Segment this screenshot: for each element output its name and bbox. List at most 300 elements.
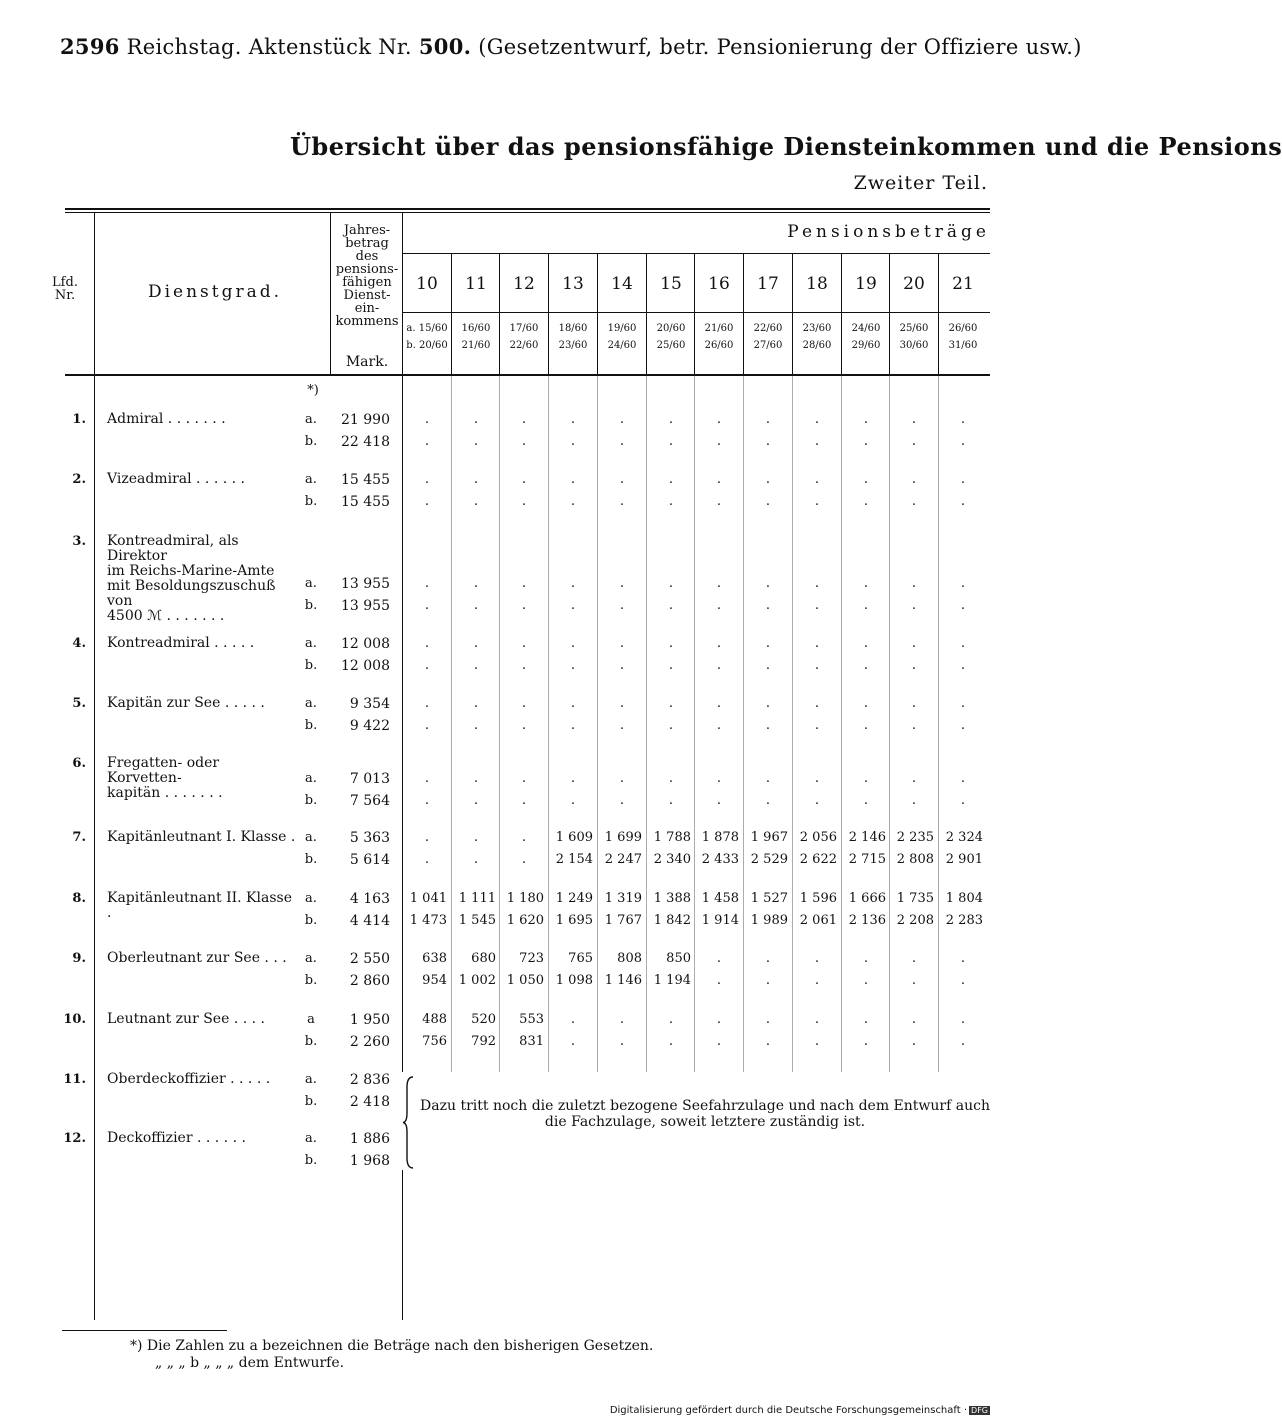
pension-value: 2 208 [896, 913, 934, 928]
column-rule [451, 254, 452, 376]
pension-value: . [814, 636, 820, 651]
pension-value: 1 596 [799, 891, 837, 906]
pension-value: . [424, 852, 430, 867]
pension-column-number: 12 [513, 274, 535, 294]
pension-value: . [960, 771, 966, 786]
pension-value: . [716, 576, 722, 591]
pension-value: . [473, 793, 479, 808]
rank-name-line: Kapitänleutnant I. Klasse . [107, 829, 296, 845]
column-rule [646, 254, 647, 376]
pension-value: . [716, 1012, 722, 1027]
pension-value: . [911, 636, 917, 651]
pension-value: . [668, 494, 674, 509]
row-number: 6. [72, 756, 86, 771]
row-number: 1. [72, 412, 86, 427]
pension-value: . [521, 472, 527, 487]
pension-value: . [619, 718, 625, 733]
pension-value: 1 989 [750, 913, 788, 928]
income-value: 2 860 [349, 973, 390, 989]
pension-value: . [473, 771, 479, 786]
digitization-credit [610, 1405, 990, 1416]
rank-name-line: Vizeadmiral . . . . . . [107, 471, 245, 487]
pension-value: . [863, 793, 869, 808]
pension-column-fraction [695, 320, 743, 354]
income-value: 4 163 [349, 891, 390, 907]
pension-value: 638 [422, 951, 447, 966]
fraction-a: 20/60 [656, 323, 686, 334]
pension-value: 2 324 [945, 830, 983, 845]
pension-value: . [765, 718, 771, 733]
pension-value: 2 061 [799, 913, 837, 928]
fraction-b: 23/60 [558, 340, 588, 351]
pension-value: . [814, 576, 820, 591]
pension-value: . [765, 576, 771, 591]
pension-value: . [619, 1012, 625, 1027]
pension-value: . [814, 658, 820, 673]
pension-value: . [716, 1034, 722, 1049]
pension-value: . [424, 598, 430, 613]
fraction-a: 21/60 [704, 323, 734, 334]
pension-value: 2 235 [896, 830, 934, 845]
variant-label: b. [304, 658, 318, 673]
pension-value: . [765, 771, 771, 786]
pension-value: . [668, 718, 674, 733]
pension-value: . [424, 771, 430, 786]
credit-text: Digitalisierung gefördert durch die Deutsche Forschungsgemeinschaft · [609, 1405, 968, 1416]
fraction-a: 17/60 [509, 323, 539, 334]
pension-value: . [765, 793, 771, 808]
pension-value: 723 [519, 951, 544, 966]
pension-value: . [863, 718, 869, 733]
pension-value: . [424, 830, 430, 845]
pension-value: 792 [471, 1034, 496, 1049]
pension-value: . [911, 1012, 917, 1027]
income-header-line: fähigen [342, 275, 392, 290]
variant-label: a. [305, 891, 317, 906]
page-number: 2596 [60, 34, 120, 59]
variant-label: a. [305, 696, 317, 711]
pension-value: 954 [422, 973, 447, 988]
dfg-logo: DFG [971, 1406, 988, 1415]
row-number: 4. [72, 636, 86, 651]
pension-value: 1 050 [506, 973, 544, 988]
income-value: 9 354 [349, 696, 390, 712]
pension-value: . [911, 718, 917, 733]
pension-column-fraction [647, 320, 695, 354]
row-number: 10. [63, 1012, 86, 1027]
pension-value: . [521, 576, 527, 591]
pension-value: . [668, 771, 674, 786]
pension-column-number: 17 [757, 274, 779, 294]
pension-value: 756 [422, 1034, 447, 1049]
income-value: 1 950 [349, 1012, 390, 1028]
pension-value: . [570, 718, 576, 733]
income-value: 15 455 [341, 472, 390, 488]
pension-value: . [814, 771, 820, 786]
pension-value: . [911, 951, 917, 966]
variant-label: a. [305, 1072, 317, 1087]
pension-value: 1 098 [555, 973, 593, 988]
pension-value: . [668, 576, 674, 591]
pension-value: . [473, 472, 479, 487]
income-header-line: des [355, 249, 379, 264]
rank-name [107, 412, 297, 427]
pension-value: . [424, 472, 430, 487]
column-rule [499, 254, 500, 376]
income-value: 21 990 [341, 412, 390, 428]
fraction-a: 22/60 [753, 323, 783, 334]
pension-value: . [570, 793, 576, 808]
pension-value: . [716, 771, 722, 786]
fraction-b: 21/60 [461, 340, 491, 351]
pension-value: . [570, 598, 576, 613]
income-header-line: kommens [335, 314, 399, 329]
pension-value: 1 146 [604, 973, 642, 988]
rank-name-line: kapitän . . . . . . . [107, 785, 223, 801]
pension-value: . [863, 1034, 869, 1049]
pension-value: . [814, 598, 820, 613]
pension-value: . [765, 412, 771, 427]
pension-value: . [765, 472, 771, 487]
pension-value: . [911, 598, 917, 613]
income-value: 13 955 [341, 576, 390, 592]
pension-value: . [473, 718, 479, 733]
pension-value: 2 340 [653, 852, 691, 867]
pension-value: . [765, 598, 771, 613]
pension-column-number: 11 [465, 274, 487, 294]
rank-name-line: 4500 ℳ . . . . . . . [107, 608, 225, 624]
pension-value: 1 842 [653, 913, 691, 928]
pension-value: 2 136 [848, 913, 886, 928]
pension-value: 1 194 [653, 973, 691, 988]
pension-value: . [814, 973, 820, 988]
pension-value: 2 056 [799, 830, 837, 845]
income-value: 22 418 [341, 434, 390, 450]
rank-name-line: Fregatten- oder Korvetten- [107, 755, 220, 786]
pension-value: . [424, 718, 430, 733]
allowance-note: Dazu tritt noch die zuletzt bezogene Seefahrzulage und nach dem Entwurf auch die Fachzulage, soweit letztere zuständig ist. [420, 1098, 990, 1130]
rank-name [107, 1012, 297, 1027]
pension-value: 1 473 [409, 913, 447, 928]
pension-value: . [863, 973, 869, 988]
variant-label: a. [305, 636, 317, 651]
fraction-b: 26/60 [704, 340, 734, 351]
brace-icon [403, 1075, 419, 1170]
pension-column-fraction [793, 320, 841, 354]
fraction-a: 23/60 [802, 323, 832, 334]
pension-value: 1 111 [458, 891, 496, 906]
pension-value: 1 735 [896, 891, 934, 906]
income-value: 5 363 [349, 830, 390, 846]
pension-value: 2 529 [750, 852, 788, 867]
column-rule [548, 254, 549, 376]
pension-value: . [570, 1012, 576, 1027]
income-value: 12 008 [341, 658, 390, 674]
document-number: 500. [418, 34, 472, 59]
pension-value: . [960, 576, 966, 591]
pension-value: 1 545 [458, 913, 496, 928]
rank-name [107, 830, 297, 845]
pension-value: . [619, 696, 625, 711]
income-value: 2 418 [349, 1094, 390, 1110]
pension-value: . [960, 494, 966, 509]
income-value: 2 836 [349, 1072, 390, 1088]
pension-column-fraction [403, 320, 451, 354]
mark-header: Mark. [345, 354, 389, 370]
pension-column-fraction [890, 320, 938, 354]
row-number: 2. [72, 472, 86, 487]
pension-column-fraction [500, 320, 548, 354]
pension-value: 520 [471, 1012, 496, 1027]
income-value: 9 422 [349, 718, 390, 734]
income-value: 7 564 [349, 793, 390, 809]
pension-value: . [521, 412, 527, 427]
running-head-text: Reichstag. Aktenstück Nr. [126, 35, 412, 59]
pension-value: 808 [617, 951, 642, 966]
pension-value: 1 620 [506, 913, 544, 928]
pension-value: . [473, 576, 479, 591]
pension-value: . [716, 793, 722, 808]
pension-value: 553 [519, 1012, 544, 1027]
pension-value: 831 [519, 1034, 544, 1049]
fraction-b: 29/60 [851, 340, 881, 351]
pension-value: . [814, 793, 820, 808]
variant-label: b. [304, 852, 318, 867]
rank-name [107, 1072, 297, 1087]
pension-value: 1 788 [653, 830, 691, 845]
variant-label: a. [305, 576, 317, 591]
pension-value: 2 901 [945, 852, 983, 867]
pension-value: . [668, 1012, 674, 1027]
pension-value: . [424, 412, 430, 427]
pension-value: . [716, 951, 722, 966]
pension-value: . [668, 696, 674, 711]
pension-value: . [716, 412, 722, 427]
pension-value: 2 154 [555, 852, 593, 867]
fraction-a: 25/60 [899, 323, 929, 334]
pension-value: . [863, 434, 869, 449]
income-value: 15 455 [341, 494, 390, 510]
row-number: 8. [72, 891, 86, 906]
pension-value: . [619, 771, 625, 786]
pension-value: . [814, 1034, 820, 1049]
rank-name-line: Leutnant zur See . . . . [107, 1011, 265, 1027]
pension-value: . [619, 598, 625, 613]
row-number: 7. [72, 830, 86, 845]
pension-value: . [619, 434, 625, 449]
column-rule [889, 254, 890, 376]
pension-value: . [668, 1034, 674, 1049]
row-number: 5. [72, 696, 86, 711]
rank-name [107, 696, 297, 711]
pension-value: . [765, 1012, 771, 1027]
fraction-a: a. 15/60 [406, 323, 448, 334]
pension-value: 765 [568, 951, 593, 966]
pension-value: 1 388 [653, 891, 691, 906]
pension-value: . [521, 636, 527, 651]
pension-value: . [863, 658, 869, 673]
pension-value: . [765, 951, 771, 966]
pension-value: . [570, 1034, 576, 1049]
pension-value: 1 878 [701, 830, 739, 845]
pension-column-number: 18 [806, 274, 828, 294]
pension-column-fraction [744, 320, 792, 354]
pension-value: . [911, 472, 917, 487]
pension-value: 1 666 [848, 891, 886, 906]
pension-value: . [473, 636, 479, 651]
footnote-marker: *) [307, 383, 319, 398]
pension-value: 1 319 [604, 891, 642, 906]
variant-label: a. [305, 830, 317, 845]
fraction-a: 19/60 [607, 323, 637, 334]
pension-value: . [863, 494, 869, 509]
pension-value: . [521, 771, 527, 786]
fraction-a: 24/60 [851, 323, 881, 334]
pension-value: . [765, 696, 771, 711]
row-number: 3. [72, 534, 86, 549]
pension-column-number: 20 [903, 274, 925, 294]
pension-value: . [521, 658, 527, 673]
rank-name-line: Kontreadmiral, als Direktor [107, 533, 239, 564]
pension-value: 1 804 [945, 891, 983, 906]
pension-value: . [765, 658, 771, 673]
pension-value: . [570, 658, 576, 673]
rank-name-line: im Reichs-Marine-Amte [107, 563, 275, 579]
pension-value: . [521, 494, 527, 509]
pension-value: . [814, 1012, 820, 1027]
rank-name-line: Deckoffizier . . . . . . [107, 1130, 246, 1146]
income-value: 13 955 [341, 598, 390, 614]
pension-value: . [619, 636, 625, 651]
pension-column-number: 10 [416, 274, 438, 294]
income-value: 1 968 [349, 1153, 390, 1169]
pension-value: 1 699 [604, 830, 642, 845]
pension-value: . [814, 718, 820, 733]
rank-name-line: Kontreadmiral . . . . . [107, 635, 255, 651]
pension-value: . [424, 434, 430, 449]
pension-value: 488 [422, 1012, 447, 1027]
pension-value: . [960, 696, 966, 711]
fraction-b: 25/60 [656, 340, 686, 351]
pension-value: . [619, 793, 625, 808]
pension-value: . [960, 951, 966, 966]
pension-value: . [570, 494, 576, 509]
pension-value: 2 146 [848, 830, 886, 845]
pension-value: 1 041 [409, 891, 447, 906]
pension-value: . [716, 494, 722, 509]
income-header-line: ein- [354, 301, 380, 316]
fraction-b: 27/60 [753, 340, 783, 351]
pension-column-number: 14 [611, 274, 633, 294]
pension-value: . [716, 472, 722, 487]
pension-value: 2 247 [604, 852, 642, 867]
pension-value: . [960, 412, 966, 427]
fraction-a: 16/60 [461, 323, 491, 334]
footnote-a: *) Die Zahlen zu a bezeichnen die Beträge nach den bisherigen Gesetzen. [130, 1338, 654, 1354]
income-value: 2 260 [349, 1034, 390, 1050]
pension-column-number: 19 [855, 274, 877, 294]
income-header-line: Jahres- [343, 223, 391, 238]
fraction-a: 26/60 [948, 323, 978, 334]
fraction-b: 31/60 [948, 340, 978, 351]
pension-value: . [911, 434, 917, 449]
pension-value: 1 914 [701, 913, 739, 928]
pension-value: 1 767 [604, 913, 642, 928]
pension-value: . [960, 793, 966, 808]
rank-name [107, 636, 297, 651]
pension-value: . [765, 973, 771, 988]
pension-value: . [570, 434, 576, 449]
pension-value: 1 002 [458, 973, 496, 988]
fraction-b: 24/60 [607, 340, 637, 351]
fraction-b: 28/60 [802, 340, 832, 351]
pension-value: . [668, 598, 674, 613]
variant-label: a. [305, 951, 317, 966]
pension-value: . [960, 434, 966, 449]
pension-value: . [424, 494, 430, 509]
pension-value: . [668, 472, 674, 487]
pension-value: . [716, 696, 722, 711]
pension-value: . [521, 696, 527, 711]
pension-value: . [911, 1034, 917, 1049]
pension-value: . [765, 1034, 771, 1049]
pension-value: . [521, 718, 527, 733]
pension-value: . [863, 951, 869, 966]
variant-label: b. [304, 913, 318, 928]
variant-label: a. [305, 1131, 317, 1146]
pension-value: . [716, 658, 722, 673]
variant-label: a. [305, 771, 317, 786]
pension-value: . [473, 598, 479, 613]
pension-value: . [570, 696, 576, 711]
pension-value: . [473, 852, 479, 867]
pension-value: . [960, 1012, 966, 1027]
pension-value: . [863, 472, 869, 487]
pension-value: . [619, 576, 625, 591]
pension-value: 1 695 [555, 913, 593, 928]
pension-value: 850 [666, 951, 691, 966]
variant-label: b. [304, 718, 318, 733]
pension-value: . [424, 696, 430, 711]
rank-name-line: Kapitänleutnant II. Klasse . [107, 890, 292, 921]
pension-value: . [863, 412, 869, 427]
running-head [60, 34, 1082, 59]
pension-value: . [911, 696, 917, 711]
income-value: 12 008 [341, 636, 390, 652]
variant-label: a. [305, 412, 317, 427]
income-header-line: Dienst- [343, 288, 391, 303]
pension-value: . [619, 412, 625, 427]
variant-label: b. [304, 1153, 318, 1168]
pension-value: . [814, 434, 820, 449]
column-rule [841, 254, 842, 376]
pension-column-number: 21 [952, 274, 974, 294]
page-subtitle: Zweiter Teil. [853, 172, 988, 194]
fraction-b: 30/60 [899, 340, 929, 351]
pension-value: . [960, 1034, 966, 1049]
pension-column-fraction [598, 320, 646, 354]
column-rule [792, 254, 793, 376]
pension-value: . [765, 434, 771, 449]
pension-column-number: 15 [660, 274, 682, 294]
pension-value: . [570, 771, 576, 786]
pension-value: 1 458 [701, 891, 739, 906]
pension-value: . [814, 472, 820, 487]
income-value: 1 886 [349, 1131, 390, 1147]
pension-value: . [960, 658, 966, 673]
pension-value: . [424, 658, 430, 673]
row-number: 12. [63, 1131, 86, 1146]
